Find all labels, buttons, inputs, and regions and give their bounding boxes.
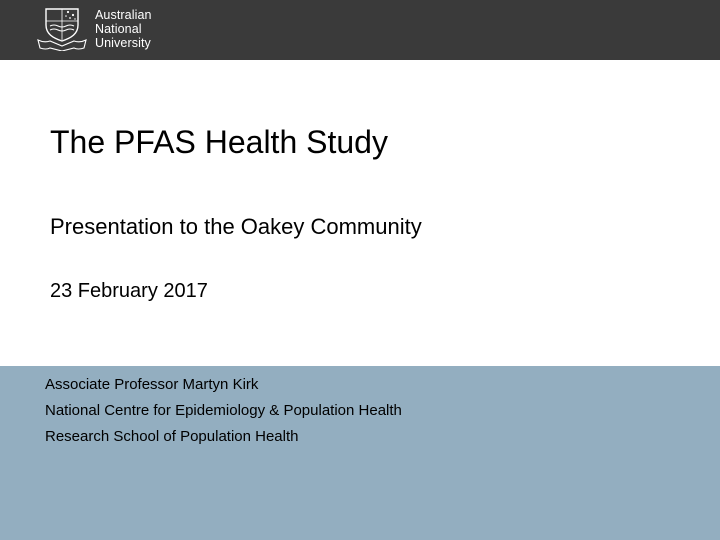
presenter-centre: National Centre for Epidemiology & Population Health — [45, 402, 402, 419]
anu-crest-icon — [36, 7, 88, 51]
university-logo-text — [95, 8, 152, 50]
presenter-details — [45, 372, 402, 450]
slide-title: The PFAS Health Study — [50, 124, 388, 160]
presentation-date: 23 February 2017 — [50, 280, 208, 302]
presenter-name: Associate Professor Martyn Kirk — [45, 376, 259, 393]
logo-line-3: University — [95, 36, 151, 50]
presenter-school: Research School of Population Health — [45, 428, 299, 445]
presenter-panel — [0, 366, 720, 540]
slide-subtitle: Presentation to the Oakey Community — [50, 214, 422, 239]
logo-line-1: Australian — [95, 8, 152, 22]
logo-line-2: National — [95, 22, 142, 36]
header-bar — [0, 0, 720, 60]
